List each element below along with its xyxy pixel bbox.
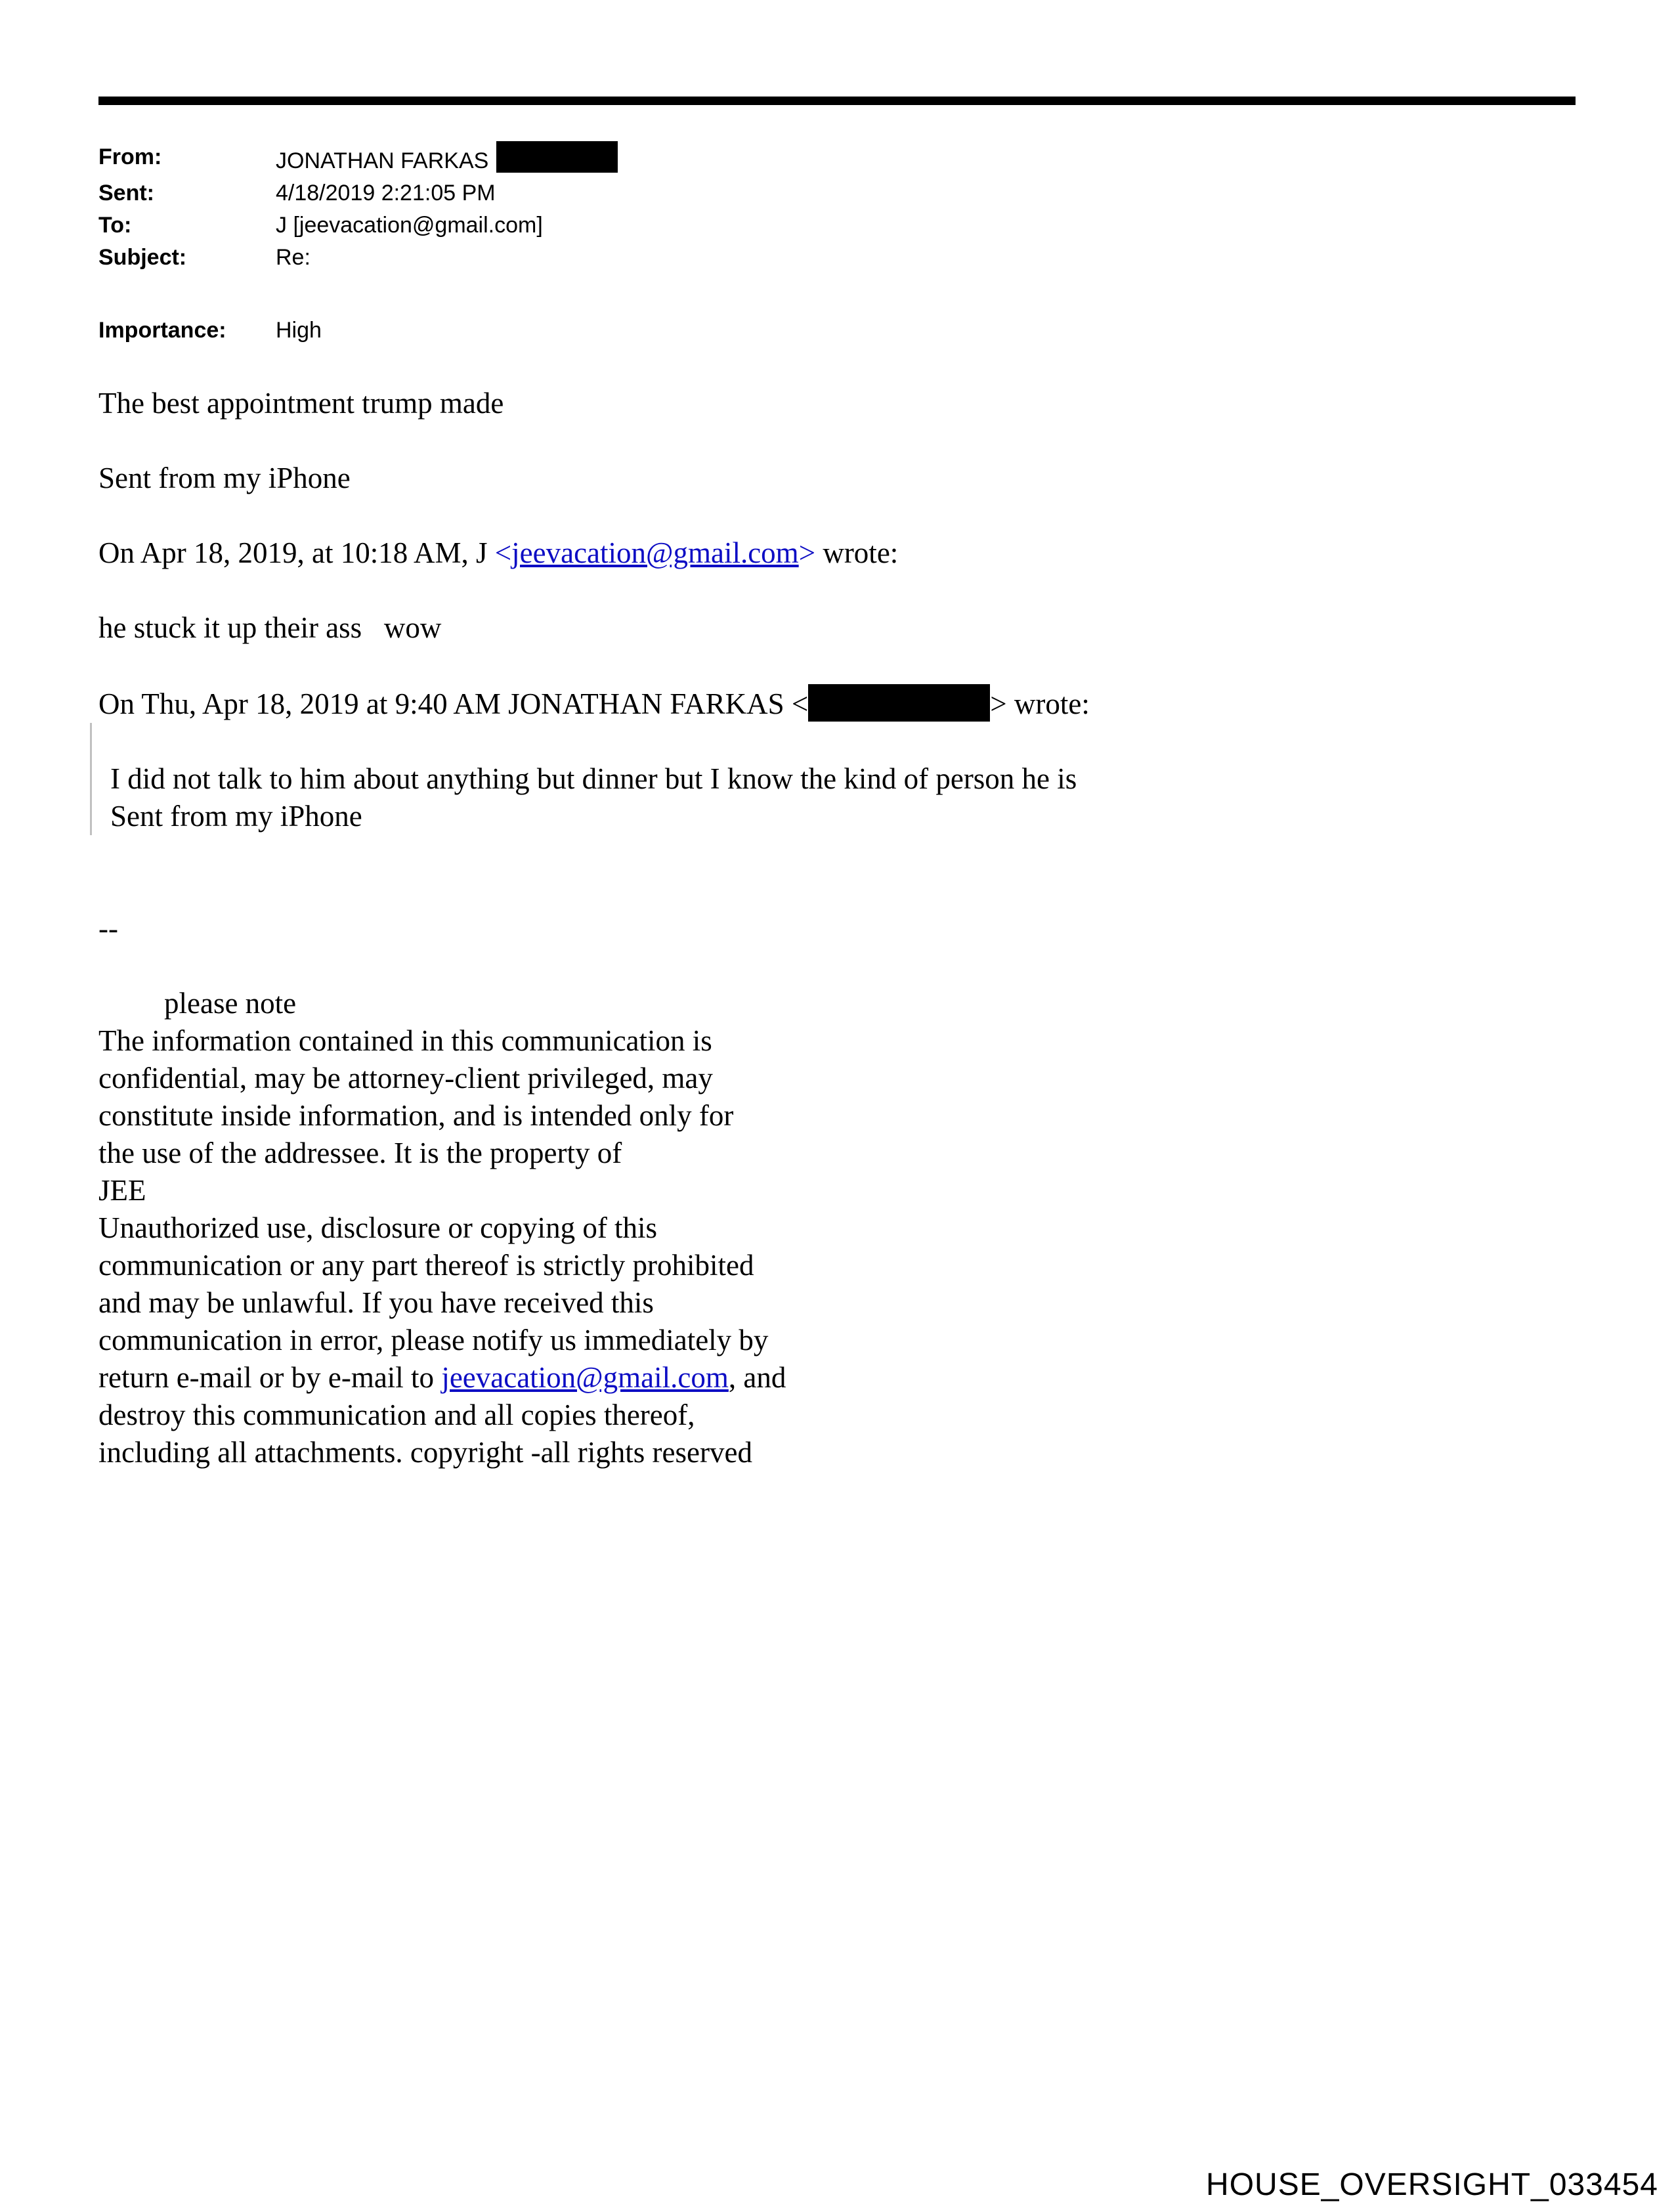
reply-attribution-2 xyxy=(98,684,1674,723)
to-value: J [jeevacation@gmail.com] xyxy=(276,213,543,238)
from-label: From: xyxy=(98,144,162,169)
importance-value: High xyxy=(276,318,322,343)
disclaimer-line: Unauthorized use, disclosure or copying of this xyxy=(98,1211,658,1244)
email-header xyxy=(98,141,1674,347)
quoted-message-block xyxy=(90,723,1674,835)
subject-value: Re: xyxy=(276,245,311,270)
opening-line: The best appointment trump made xyxy=(98,387,504,420)
subject-label: Subject: xyxy=(98,245,187,270)
header-row-to xyxy=(98,209,1674,242)
disclaimer-link-prefix: return e-mail or by e-mail to xyxy=(98,1361,442,1394)
importance-label: Importance: xyxy=(98,318,226,343)
remark-line: he stuck it up their ass wow xyxy=(98,611,442,644)
reply-attribution-1 xyxy=(98,534,1674,572)
reply-1-suffix: wrote: xyxy=(815,536,899,569)
email-body xyxy=(98,385,1674,1471)
bates-number: HOUSE_OVERSIGHT_033454 xyxy=(1206,2167,1658,2202)
please-note-line: please note xyxy=(164,987,297,1020)
reply-1-prefix: On Apr 18, 2019, at 10:18 AM, J xyxy=(98,536,495,569)
disclaimer-link-line xyxy=(98,1359,1674,1397)
disclaimer-line: destroy this communication and all copies thereof, xyxy=(98,1399,695,1431)
disclaimer-line: including all attachments. copyright -all rights reserved xyxy=(98,1436,752,1469)
disclaimer-line: the use of the addressee. It is the property of xyxy=(98,1137,622,1169)
header-row-importance xyxy=(98,314,1674,347)
signature-separator: -- xyxy=(98,912,118,945)
disclaimer-link-suffix: , and xyxy=(728,1361,786,1394)
redaction-bar-from-address xyxy=(496,141,618,173)
disclaimer-line: confidential, may be attorney-client privileged, may xyxy=(98,1062,713,1095)
disclaimer-line: communication or any part thereof is strictly prohibited xyxy=(98,1249,754,1282)
reply-2-suffix: > wrote: xyxy=(990,687,1090,720)
disclaimer-line: constitute inside information, and is intended only for xyxy=(98,1099,734,1132)
sent-label: Sent: xyxy=(98,181,154,206)
disclaimer-line: and may be unlawful. If you have received this xyxy=(98,1286,654,1319)
from-value xyxy=(276,141,618,177)
sent-value: 4/18/2019 2:21:05 PM xyxy=(276,181,496,206)
quote-line: Sent from my iPhone xyxy=(110,800,362,833)
disclaimer-line: The information contained in this communication is xyxy=(98,1024,712,1057)
from-sender-name: JONATHAN FARKAS xyxy=(276,148,489,173)
to-label: To: xyxy=(98,213,132,238)
reply-1-close-bracket: > xyxy=(798,536,816,569)
redaction-bar-reply-address xyxy=(808,684,990,722)
header-divider-rule xyxy=(98,97,1576,105)
disclaimer-line: communication in error, please notify us immediately by xyxy=(98,1324,769,1356)
disclaimer-email-link[interactable]: jeevacation@gmail.com xyxy=(441,1361,729,1394)
header-row-subject xyxy=(98,242,1674,274)
header-row-from xyxy=(98,141,1674,177)
quote-line: I did not talk to him about anything but dinner but I know the kind of person he is xyxy=(110,762,1077,795)
confidentiality-disclaimer xyxy=(98,1022,1674,1471)
disclaimer-line: JEE xyxy=(98,1174,146,1207)
signature-line: Sent from my iPhone xyxy=(98,462,351,494)
header-row-sent xyxy=(98,177,1674,209)
sender-email-link[interactable]: jeevacation@gmail.com xyxy=(511,536,799,569)
reply-2-prefix: On Thu, Apr 18, 2019 at 9:40 AM JONATHAN FARKAS < xyxy=(98,687,809,720)
reply-1-open-bracket: < xyxy=(494,536,512,569)
